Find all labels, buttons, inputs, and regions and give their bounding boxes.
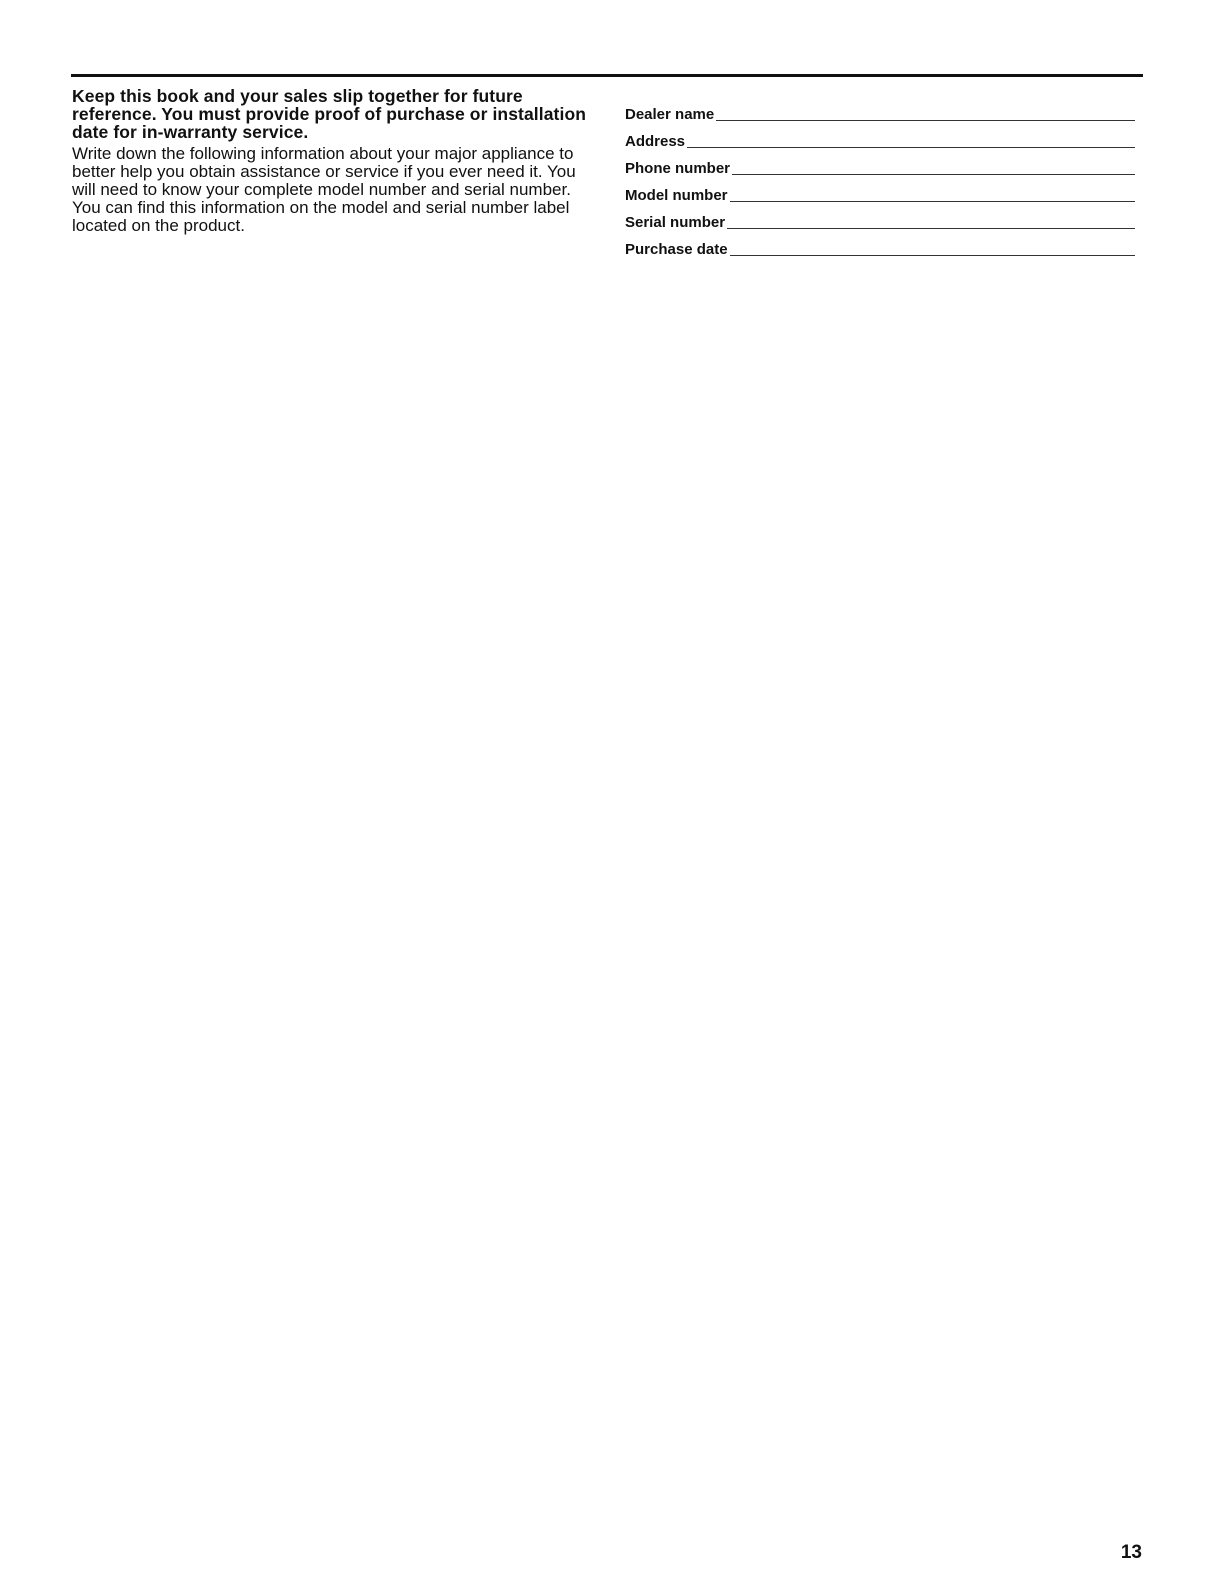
serial-number-blank-line — [727, 227, 1135, 229]
page-number: 13 — [1120, 1542, 1142, 1563]
purchase-date-field — [625, 233, 1135, 260]
purchase-date-label: Purchase date — [625, 241, 728, 258]
model-number-label: Model number — [625, 187, 728, 204]
model-number-blank-line — [730, 200, 1135, 202]
dealer-name-blank-line — [716, 119, 1135, 121]
address-field — [625, 125, 1135, 152]
address-blank-line — [687, 146, 1135, 148]
notice-heading: Keep this book and your sales slip together for future reference. You must provide proof of purchase or installation date for in-warranty service. — [72, 86, 587, 142]
top-divider-rule — [71, 74, 1143, 77]
serial-number-field — [625, 206, 1135, 233]
address-label: Address — [625, 133, 686, 150]
serial-number-label: Serial number — [625, 214, 726, 231]
notice-body-text: Write down the following information about your major appliance to better help you obtain assistance or service if you ever need it. You will need to know your complete model number and serial number. You can find this information on the model and serial number label located on the product. — [72, 144, 576, 235]
dealer-name-label: Dealer name — [625, 106, 715, 123]
phone-number-label: Phone number — [625, 160, 731, 177]
phone-number-blank-line — [732, 173, 1135, 175]
model-number-field — [625, 179, 1135, 206]
purchase-record-form — [625, 98, 1135, 260]
dealer-name-field — [625, 98, 1135, 125]
phone-number-field — [625, 152, 1135, 179]
purchase-date-blank-line — [730, 254, 1135, 256]
warranty-notice-section — [72, 87, 602, 235]
